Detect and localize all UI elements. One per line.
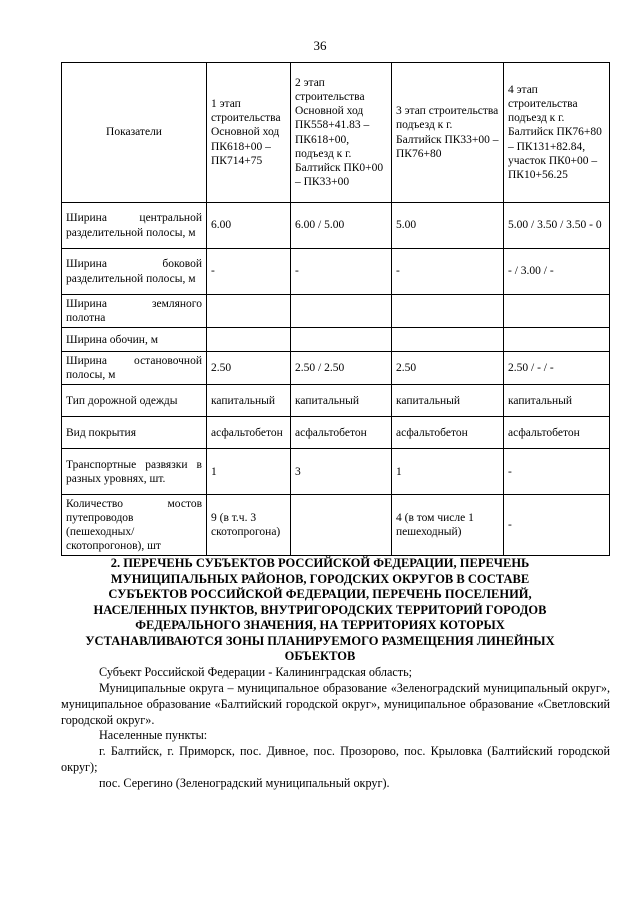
table-cell: 6.00 / 5.00 (291, 203, 392, 249)
table-cell: капитальный (291, 385, 392, 417)
table-cell (504, 328, 610, 352)
table-row (62, 328, 610, 352)
table-cell: асфальтобетон (392, 417, 504, 449)
table-cell: 1 (392, 449, 504, 495)
table-cell (207, 328, 291, 352)
table-header-row (62, 63, 610, 203)
table-row (62, 495, 610, 556)
paragraph: Муниципальные округа – муниципальное образование «Зеленоградский муниципальный округ», муниципальное образование «Балтийский городской округ», муниципальное образование «Светловский городской округ». (61, 680, 610, 727)
table-cell: 9 (в т.ч. 3 скотопрогона) (207, 495, 291, 556)
header-cell-stage-2: 2 этап строительства Основной ход ПК558+41.83 – ПК618+00, подъезд к г. Балтийск ПК0+00 – ПК33+00 (291, 63, 392, 203)
table-cell (207, 295, 291, 328)
table-cell: - (504, 449, 610, 495)
section-body (61, 665, 610, 792)
row-label: Ширина остановочной полосы, м (62, 352, 207, 385)
table-cell: капитальный (207, 385, 291, 417)
table-cell: 5.00 / 3.50 / 3.50 - 0 (504, 203, 610, 249)
table-cell: 6.00 (207, 203, 291, 249)
table-cell: - (504, 495, 610, 556)
table-cell: 4 (в том числе 1 пешеходный) (392, 495, 504, 556)
table-cell: - / 3.00 / - (504, 249, 610, 295)
table-row (62, 249, 610, 295)
table-cell: 2.50 / 2.50 (291, 352, 392, 385)
row-label: Тип дорожной одежды (62, 385, 207, 417)
table-cell (291, 495, 392, 556)
header-cell-indicators: Показатели (62, 63, 207, 203)
row-label: Ширина центральной разделительной полосы, м (62, 203, 207, 249)
table-row (62, 203, 610, 249)
page-number: 36 (313, 38, 327, 53)
table-cell (291, 295, 392, 328)
table-row (62, 295, 610, 328)
table-cell: асфальтобетон (504, 417, 610, 449)
table-cell: капитальный (392, 385, 504, 417)
header-cell-stage-3: 3 этап строительства подъезд к г. Балтийск ПК33+00 – ПК76+80 (392, 63, 504, 203)
table-cell: 3 (291, 449, 392, 495)
table-row (62, 417, 610, 449)
row-label: Количество мостов путепроводов (пешеходных/скотопрогонов), шт (62, 495, 207, 556)
paragraph: пос. Серегино (Зеленоградский муниципальный округ). (99, 776, 390, 791)
table-cell: 2.50 (207, 352, 291, 385)
table-cell: капитальный (504, 385, 610, 417)
table-cell: асфальтобетон (207, 417, 291, 449)
table-row (62, 352, 610, 385)
header-cell-stage-4: 4 этап строительства подъезд к г. Балтийск ПК76+80 – ПК131+82.84, участок ПК0+00 – ПК10+56.25 (504, 63, 610, 203)
table-cell: - (291, 249, 392, 295)
row-label: Ширина боковой разделительной полосы, м (62, 249, 207, 295)
table-cell: - (392, 249, 504, 295)
paragraph: г. Балтийск, г. Приморск, пос. Дивное, пос. Прозорово, пос. Крыловка (Балтийский городской округ); (61, 744, 610, 775)
table-cell (504, 295, 610, 328)
table-cell: асфальтобетон (291, 417, 392, 449)
paragraph: Населенные пункты: (99, 728, 208, 743)
header-cell-stage-1: 1 этап строительства Основной ход ПК618+00 – ПК714+75 (207, 63, 291, 203)
row-label: Ширина обочин, м (62, 328, 207, 352)
parameters-table (61, 62, 610, 556)
table-row (62, 449, 610, 495)
row-label: Транспортные развязки в разных уровнях, шт. (62, 449, 207, 495)
table-cell: 2.50 (392, 352, 504, 385)
table-cell: 2.50 / - / - (504, 352, 610, 385)
table-row (62, 385, 610, 417)
paragraph: Субъект Российской Федерации - Калининградская область; (99, 665, 413, 679)
row-label: Ширина земляного полотна (62, 295, 207, 328)
table-cell (392, 295, 504, 328)
table-cell: - (207, 249, 291, 295)
table-cell (291, 328, 392, 352)
table-cell (392, 328, 504, 352)
row-label: Вид покрытия (62, 417, 207, 449)
table-cell: 5.00 (392, 203, 504, 249)
table-cell: 1 (207, 449, 291, 495)
section-heading: 2. ПЕРЕЧЕНЬ СУБЪЕКТОВ РОССИЙСКОЙ ФЕДЕРАЦИИ, ПЕРЕЧЕНЬ МУНИЦИПАЛЬНЫХ РАЙОНОВ, ГОРОДСКИХ ОКРУГОВ В СОСТАВЕ СУБЪЕКТОВ РОССИЙСКОЙ ФЕДЕРАЦИИ, ПЕРЕЧЕНЬ ПОСЕЛЕНИЙ, НАСЕЛЕННЫХ ПУНКТОВ, ВНУТРИГОРОДСКИХ ТЕРРИТОРИЙ ГОРОДОВ ФЕДЕРАЛЬНОГО ЗНАЧЕНИЯ, НА ТЕРРИТОРИЯХ КОТОРЫХ УСТАНАВЛИВАЮТСЯ ЗОНЫ ПЛАНИРУЕМОГО РАЗМЕЩЕНИЯ ЛИНЕЙНЫХ ОБЪЕКТОВ (85, 556, 555, 663)
